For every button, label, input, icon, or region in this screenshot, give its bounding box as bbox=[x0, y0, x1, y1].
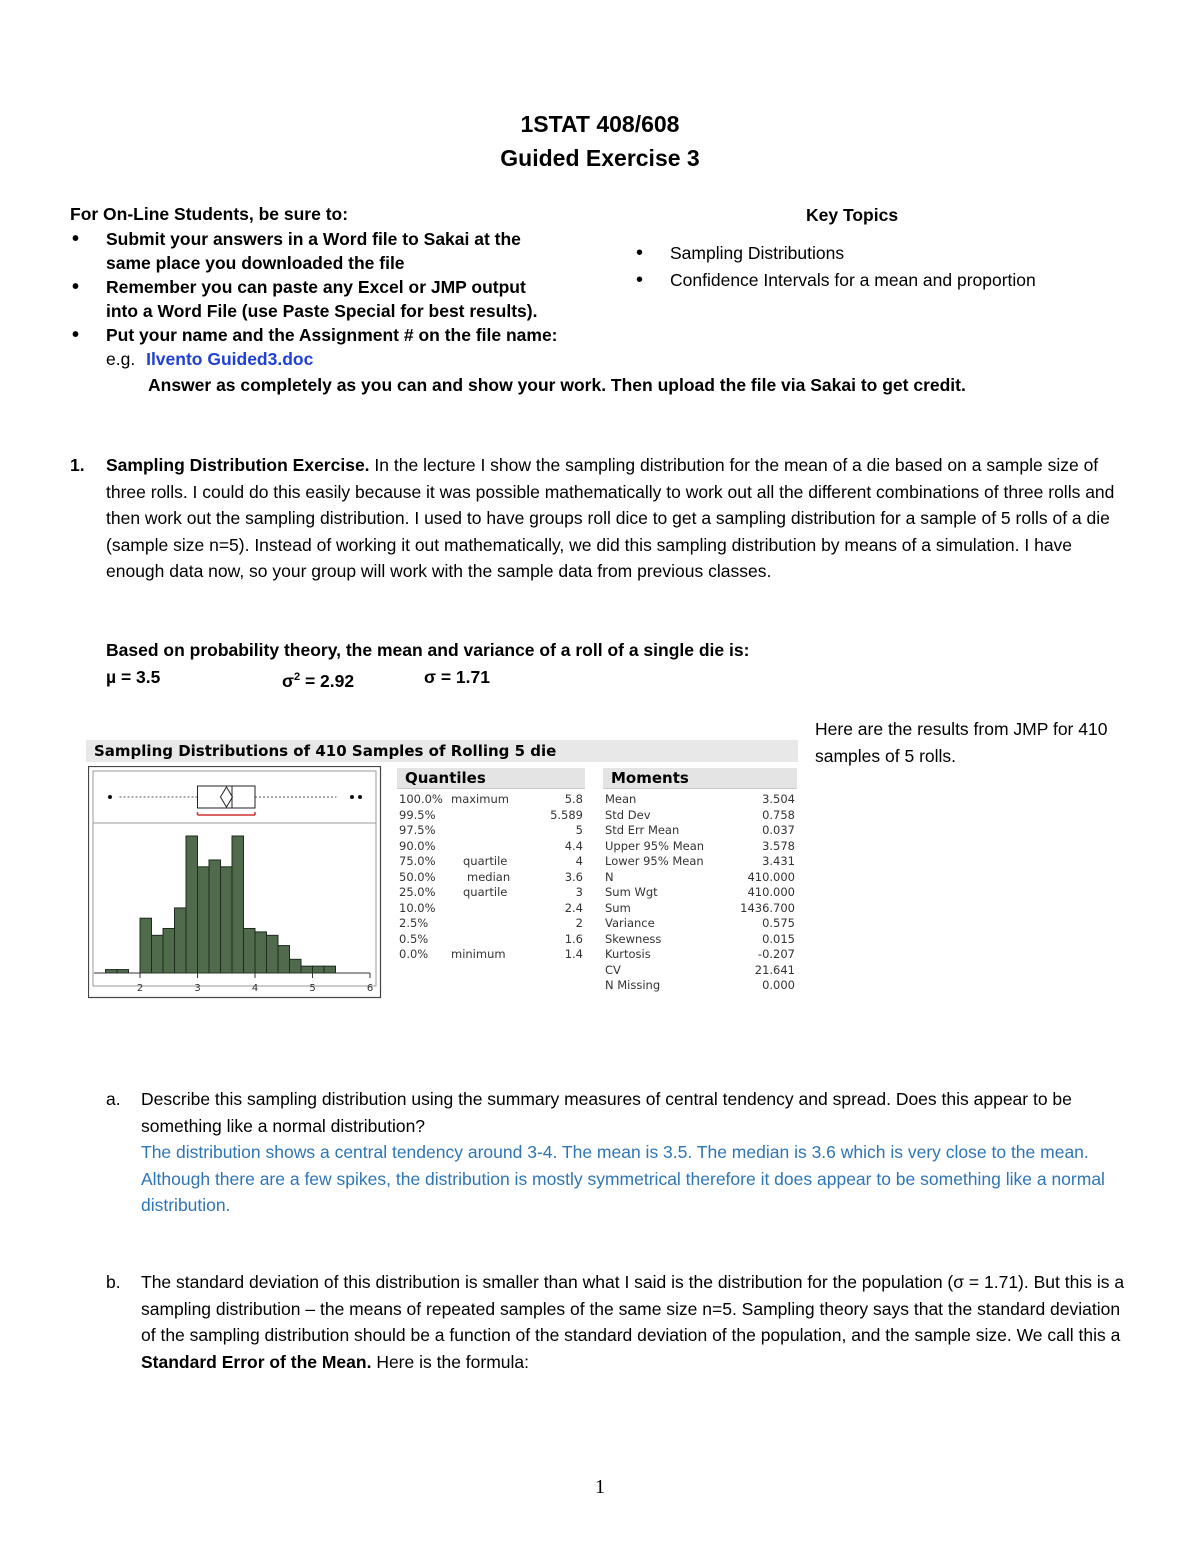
moments-heading: Moments bbox=[603, 768, 797, 789]
quantile-pct: 75.0% bbox=[399, 854, 436, 868]
histogram-chart bbox=[88, 766, 382, 1000]
moment-row bbox=[603, 823, 797, 839]
quantiles-panel bbox=[397, 768, 585, 963]
quantile-pct: 50.0% bbox=[399, 869, 436, 884]
moment-row bbox=[603, 932, 797, 948]
histogram-bar bbox=[106, 970, 118, 973]
moment-value: 410.000 bbox=[747, 869, 795, 884]
x-tick-label: 5 bbox=[309, 983, 316, 994]
moment-label: Variance bbox=[605, 916, 655, 930]
moment-row bbox=[603, 916, 797, 932]
boxplot-outlier bbox=[358, 795, 362, 799]
moment-label: Sum bbox=[605, 900, 631, 915]
question-b-label: b. bbox=[106, 1272, 121, 1292]
jmp-title: Sampling Distributions of 410 Samples of Rolling 5 die bbox=[86, 740, 798, 762]
histogram-bar bbox=[278, 946, 290, 973]
quantile-pct: 100.0% bbox=[399, 792, 443, 806]
instruction-item: • Put your name and the Assignment # on the file name: bbox=[70, 323, 576, 347]
instructions-block bbox=[70, 201, 590, 371]
moment-label: Kurtosis bbox=[605, 947, 651, 961]
quantiles-heading: Quantiles bbox=[397, 768, 585, 789]
boxplot-outlier bbox=[108, 795, 112, 799]
key-topic-item: • Sampling Distributions bbox=[634, 240, 1134, 267]
quantile-row bbox=[397, 932, 585, 948]
histogram-bar bbox=[209, 860, 221, 973]
moment-row bbox=[603, 963, 797, 979]
quantile-pct: 10.0% bbox=[399, 900, 436, 915]
instructions-heading: For On-Line Students, be sure to: bbox=[70, 204, 349, 224]
histogram-bar bbox=[301, 966, 313, 973]
histogram-bar bbox=[290, 959, 302, 973]
moment-value: 21.641 bbox=[754, 962, 795, 977]
question-a-text: Describe this sampling distribution using the summary measures of central tendency and spread. Does this appear to be something like a normal distribution? bbox=[141, 1089, 1072, 1136]
quantile-value: 2.4 bbox=[564, 900, 583, 915]
moment-label: Sum Wgt bbox=[605, 885, 658, 899]
quantile-label: quartile bbox=[463, 854, 508, 868]
moment-value: 410.000 bbox=[747, 885, 795, 899]
histogram-bar bbox=[117, 970, 129, 973]
quantile-row bbox=[397, 870, 585, 886]
moment-label: Std Dev bbox=[605, 807, 651, 822]
jmp-output bbox=[86, 740, 798, 1004]
question-1-title: Sampling Distribution Exercise. bbox=[106, 455, 370, 475]
key-topics-heading: Key Topics bbox=[806, 205, 899, 225]
question-number: 1. bbox=[70, 455, 85, 475]
quantile-row bbox=[397, 901, 585, 917]
moment-value: 0.575 bbox=[762, 916, 795, 930]
quantile-row bbox=[397, 823, 585, 839]
quantile-value: 2 bbox=[575, 916, 583, 930]
moment-label: Std Err Mean bbox=[605, 823, 680, 837]
x-tick-label: 6 bbox=[366, 983, 374, 994]
quantile-value: 5.589 bbox=[550, 807, 583, 822]
quantile-label: median bbox=[467, 869, 511, 884]
jmp-side-note: Here are the results from JMP for 410 samples of 5 rolls. bbox=[815, 719, 1108, 766]
moment-value: 3.504 bbox=[762, 792, 795, 806]
quantile-row bbox=[397, 854, 585, 870]
quantile-row bbox=[397, 885, 585, 901]
moment-label: Lower 95% Mean bbox=[605, 854, 704, 868]
quantile-row bbox=[397, 792, 585, 808]
quantile-value: 1.6 bbox=[564, 931, 583, 946]
x-tick-label: 2 bbox=[136, 983, 144, 994]
variance-value: $\sigma^2 = 2.92$ bbox=[282, 670, 355, 691]
moment-label: Mean bbox=[605, 792, 637, 806]
quantile-value: 3.6 bbox=[564, 869, 583, 884]
moment-label: Upper 95% Mean bbox=[605, 838, 705, 853]
quantile-row bbox=[397, 839, 585, 855]
instructions-closing: Answer as completely as you can and show your work. Then upload the file via Sakai to get credit. bbox=[148, 375, 966, 395]
moment-value: 0.000 bbox=[762, 978, 795, 992]
moment-label: CV bbox=[605, 962, 621, 977]
quantile-pct: 25.0% bbox=[399, 885, 436, 899]
moment-row bbox=[603, 870, 797, 886]
moment-value: 0.037 bbox=[762, 823, 795, 837]
quantile-pct: 97.5% bbox=[399, 823, 436, 837]
theory-statement: Based on probability theory, the mean and variance of a roll of a single die is: bbox=[106, 640, 750, 660]
moment-label: N Missing bbox=[605, 978, 661, 992]
moment-value: 3.431 bbox=[762, 854, 795, 868]
moments-panel bbox=[603, 768, 797, 994]
key-topic-item: • Confidence Intervals for a mean and proportion bbox=[634, 267, 1134, 294]
moment-value: 1436.700 bbox=[740, 900, 795, 915]
key-topics-list bbox=[634, 240, 1134, 293]
document-title: 1STAT 408/608 bbox=[520, 111, 680, 137]
histogram-bar bbox=[152, 935, 164, 973]
question-1-text bbox=[106, 452, 1126, 585]
quantile-pct: 0.0% bbox=[399, 947, 429, 961]
mu-value: µ = 3.5 bbox=[106, 667, 161, 687]
quantile-pct: 99.5% bbox=[399, 807, 436, 822]
quantile-row bbox=[397, 808, 585, 824]
question-a-label: a. bbox=[106, 1089, 121, 1109]
quantile-pct: 90.0% bbox=[399, 838, 436, 853]
instruction-item: • Submit your answers in a Word file to Sakai at the same place you downloaded the file bbox=[70, 227, 556, 275]
moment-row bbox=[603, 808, 797, 824]
quantile-value: 3 bbox=[575, 885, 583, 899]
moment-value: -0.207 bbox=[757, 947, 795, 961]
question-1-body: In the lecture I show the sampling distribution for the mean of a die based on a sample size of three rolls. I could do this easily because it was possible mathematically to work out all the different combinations of three rolls and then work out the sampling distribution. I used to have groups roll dice to get a sampling distribution for a sample of 5 rolls of a die (sample size n=5). Instead of working it out mathematically, we did this sampling distribution by means of a simulation. I have enough data now, so your group will work with the sample data from previous classes. bbox=[106, 455, 1115, 581]
moment-value: 0.758 bbox=[762, 807, 795, 822]
quantile-pct: 2.5% bbox=[399, 916, 429, 930]
quantile-value: 5.8 bbox=[564, 792, 583, 806]
histogram-bar bbox=[163, 928, 175, 973]
histogram-bar bbox=[267, 935, 279, 973]
quantile-row bbox=[397, 947, 585, 963]
histogram-bar bbox=[175, 908, 187, 973]
histogram-bar bbox=[140, 918, 152, 973]
quantile-pct: 0.5% bbox=[399, 931, 429, 946]
example-prefix: e.g. bbox=[106, 349, 136, 369]
histogram-bar bbox=[313, 966, 325, 973]
quantile-label: quartile bbox=[463, 885, 508, 899]
moment-label: N bbox=[605, 869, 614, 884]
moment-row bbox=[603, 792, 797, 808]
histogram-bar bbox=[221, 867, 233, 973]
moment-value: 0.015 bbox=[762, 931, 795, 946]
histogram-bar bbox=[255, 932, 267, 973]
moment-row bbox=[603, 885, 797, 901]
sigma-value: σ = 1.71 bbox=[424, 667, 490, 687]
quantile-value: 4.4 bbox=[564, 838, 583, 853]
histogram-bar bbox=[244, 928, 256, 973]
quantile-value: 4 bbox=[575, 854, 583, 868]
moment-label: Skewness bbox=[605, 931, 662, 946]
boxplot-box bbox=[198, 786, 256, 808]
histogram-bar bbox=[186, 836, 198, 973]
moment-row bbox=[603, 839, 797, 855]
question-b-text: The standard deviation of this distribution is smaller than what I said is the distribution for the population (σ = 1.71). But this is a sampling distribution – the means of repeated samples of the same size n=5. Sampling theory says that the standard deviation of the sampling distribution should be a function of the standard deviation of the population, and the sample size. We call this a Standard Error of the Mean. Here is the formula: bbox=[141, 1272, 1125, 1372]
quantile-label: maximum bbox=[451, 792, 509, 806]
quantile-value: 5 bbox=[575, 823, 583, 837]
moment-row bbox=[603, 901, 797, 917]
histogram-bar bbox=[232, 836, 244, 973]
page-number: 1 bbox=[595, 1476, 605, 1498]
x-tick-label: 3 bbox=[194, 983, 201, 994]
moment-value: 3.578 bbox=[762, 838, 795, 853]
quantile-label: minimum bbox=[451, 947, 506, 961]
moment-row bbox=[603, 854, 797, 870]
quantile-row bbox=[397, 916, 585, 932]
moment-row bbox=[603, 947, 797, 963]
histogram-bar bbox=[324, 966, 336, 973]
question-a-answer: The distribution shows a central tendency around 3-4. The mean is 3.5. The median is 3.6 which is very close to the mean. Although there are a few spikes, the distribution is mostly symmetrical therefore it does appear to be something like a normal distribution. bbox=[141, 1142, 1105, 1215]
x-tick-label: 4 bbox=[251, 983, 259, 994]
instruction-item: • Remember you can paste any Excel or JMP output into a Word File (use Paste Special for best results). bbox=[70, 275, 556, 323]
quantile-value: 1.4 bbox=[564, 947, 583, 961]
moment-row bbox=[603, 978, 797, 994]
document-subtitle: Guided Exercise 3 bbox=[500, 145, 700, 171]
example-filename-link[interactable]: Ilvento Guided3.doc bbox=[146, 349, 314, 369]
boxplot-outlier bbox=[350, 795, 354, 799]
histogram-bar bbox=[198, 867, 210, 973]
